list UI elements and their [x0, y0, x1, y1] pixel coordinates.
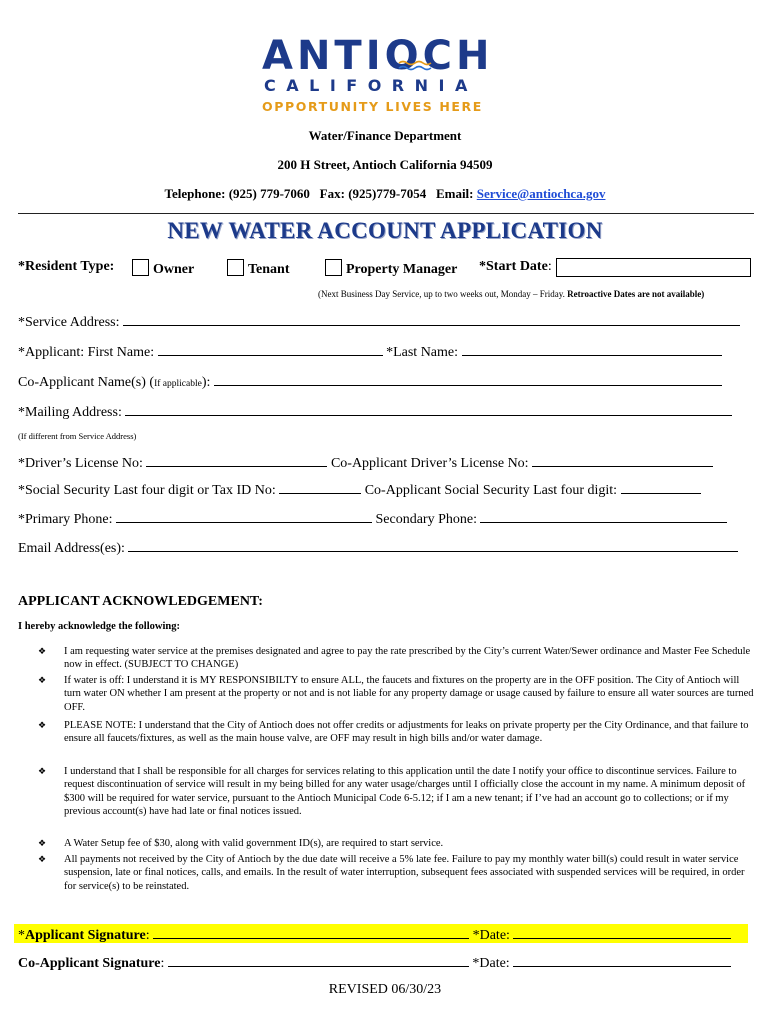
- start-date-label: *Start Date:: [479, 259, 552, 274]
- co-license-field[interactable]: [532, 454, 713, 467]
- last-name-label: *Last Name:: [386, 345, 459, 360]
- revision-date: REVISED 06/30/23: [328, 982, 442, 997]
- wave-icon: [398, 60, 432, 72]
- co-applicant-signature-field[interactable]: [168, 954, 469, 967]
- owner-label: Owner: [153, 262, 195, 277]
- acknowledgement-intro: I hereby acknowledge the following:: [18, 621, 180, 632]
- bullet-icon: ❖: [38, 646, 47, 656]
- applicant-signature-field[interactable]: [153, 926, 469, 939]
- ssn-field[interactable]: [279, 481, 361, 494]
- bullet-icon: ❖: [38, 766, 47, 776]
- co-license-label: Co-Applicant Driver’s License No:: [330, 456, 529, 471]
- tenant-option[interactable]: [227, 259, 290, 278]
- phone-row: [18, 510, 727, 528]
- ssn-label: *Social Security Last four digit or Tax ID No:: [18, 483, 276, 498]
- email-label: Email Address(es):: [18, 541, 125, 556]
- email-row: [18, 539, 738, 557]
- mailing-address-row: [18, 403, 732, 421]
- manager-label: Property Manager: [346, 262, 458, 277]
- owner-option[interactable]: [132, 259, 194, 278]
- ack-item: ❖ All payments not received by the City of Antioch by the due date will receive a 5% late fee. Failure to pay my monthly water bill(s) could result in water service suspension, late or final notices, calls, and emails. In the result of water interruption, subsequent fees associated with suspended services will be required, in order for service(s) to be reinstated.: [38, 854, 745, 892]
- ack-item: ❖ A Water Setup fee of $30, along with valid government ID(s), are required to start service.: [38, 838, 444, 849]
- department-name: Water/Finance Department: [308, 128, 462, 143]
- bullet-icon: ❖: [38, 854, 47, 864]
- required-mark: *: [18, 928, 25, 943]
- co-applicant-row: Co-Applicant Name(s) (If applicable):: [18, 373, 722, 391]
- ack-item: ❖ PLEASE NOTE: I understand that the City of Antioch does not offer credits or adjustments for leaks on private property per the City Ordinance, and that failure to ensure all faucets/fixtures, as well as the main house valve, are OFF may result in high bills and/or water damage.: [38, 720, 749, 745]
- bullet-icon: ❖: [38, 838, 47, 848]
- secondary-phone-field[interactable]: [480, 510, 727, 523]
- applicant-name-row: [18, 343, 722, 361]
- co-applicant-field[interactable]: [214, 373, 722, 386]
- service-address-label: *Service Address:: [18, 315, 120, 330]
- mailing-address-field[interactable]: [125, 403, 732, 416]
- co-applicant-signature-row: Co-Applicant Signature: *Date:: [18, 954, 731, 972]
- co-ssn-label: Co-Applicant Social Security Last four digit:: [364, 483, 618, 498]
- department-contact: [0, 186, 770, 202]
- mailing-address-label: *Mailing Address:: [18, 405, 122, 420]
- ack-item: ❖ I understand that I shall be responsible for all charges for services relating to this application until the date I notify your office to discontinue services. Failure to request discontinuation of service will result in my being billed for any water usage/charges until I officially close the account in my name. A minimum deposit of $300 will be required for water service, pursuant to the Antioch Municipal Code 6-5.12; if I am a new tenant; if I’ve had an account go to collections; or if my previous account(s) have had late or final notices issued.: [38, 766, 746, 818]
- owner-checkbox[interactable]: [132, 259, 149, 276]
- co-applicant-date-label: *Date:: [472, 956, 510, 971]
- service-note: (Next Business Day Service, up to two weeks out, Monday – Friday. Retroactive Dates are not available): [318, 289, 705, 299]
- logo-state: CALIFORNIA: [264, 76, 478, 95]
- logo-tagline: OPPORTUNITY LIVES HERE: [262, 99, 483, 114]
- co-applicant-note: If applicable: [154, 379, 202, 389]
- contact-info: Telephone: (925) 779-7060 Fax: (925)779-7054 Email:: [164, 186, 477, 201]
- ack-item: ❖ If water is off: I understand it is MY RESPONSIBILTY to ensure ALL, the faucets and fixtures on the property are in the OFF position. The City of Antioch will turn water ON whether I am present at the property or not and is not liable for any property damage or usage caused by failure to ensure all water sources are turned OFF.: [38, 675, 754, 713]
- license-field[interactable]: [146, 454, 327, 467]
- co-applicant-date-field[interactable]: [513, 954, 731, 967]
- first-name-field[interactable]: [158, 343, 383, 356]
- secondary-phone-label: Secondary Phone:: [375, 512, 477, 527]
- bullet-icon: ❖: [38, 720, 47, 730]
- tenant-label: Tenant: [248, 262, 290, 277]
- resident-type-label: *Resident Type:: [18, 259, 115, 274]
- ssn-row: [18, 481, 701, 499]
- ack-item: ❖ I am requesting water service at the premises designated and agree to pay the rate prescribed by the City’s current Water/Sewer ordinance and Master Fee Schedule now in effect. (SUBJECT TO CHANGE): [38, 646, 751, 671]
- first-name-label: *Applicant: First Name:: [18, 345, 155, 360]
- header-divider: [18, 213, 754, 214]
- applicant-date-field[interactable]: [513, 926, 731, 939]
- license-label: *Driver’s License No:: [18, 456, 143, 471]
- manager-option[interactable]: [325, 259, 457, 278]
- co-ssn-field[interactable]: [621, 481, 701, 494]
- service-address-row: [18, 313, 740, 331]
- applicant-signature-row: *Applicant Signature: *Date:: [18, 926, 731, 944]
- logo-antioch: ANTIOCH: [262, 33, 494, 79]
- bullet-icon: ❖: [38, 675, 47, 685]
- applicant-signature-label: Applicant Signature: [25, 928, 146, 943]
- start-date-input[interactable]: [556, 258, 751, 277]
- primary-phone-field[interactable]: [116, 510, 372, 523]
- manager-checkbox[interactable]: [325, 259, 342, 276]
- tenant-checkbox[interactable]: [227, 259, 244, 276]
- co-applicant-signature-label: Co-Applicant Signature: [18, 956, 161, 971]
- primary-phone-label: *Primary Phone:: [18, 512, 113, 527]
- service-address-field[interactable]: [123, 313, 740, 326]
- mailing-note: (If different from Service Address): [18, 431, 137, 441]
- last-name-field[interactable]: [462, 343, 722, 356]
- co-applicant-label: Co-Applicant Name(s) (: [18, 375, 155, 390]
- email-field[interactable]: [128, 539, 738, 552]
- form-title: NEW WATER ACCOUNT APPLICATION: [167, 218, 603, 243]
- email-link[interactable]: Service@antiochca.gov: [476, 186, 606, 201]
- license-row: [18, 454, 713, 472]
- acknowledgement-heading: APPLICANT ACKNOWLEDGEMENT:: [18, 594, 263, 609]
- applicant-date-label: Date:: [479, 928, 510, 943]
- department-address: 200 H Street, Antioch California 94509: [277, 157, 493, 172]
